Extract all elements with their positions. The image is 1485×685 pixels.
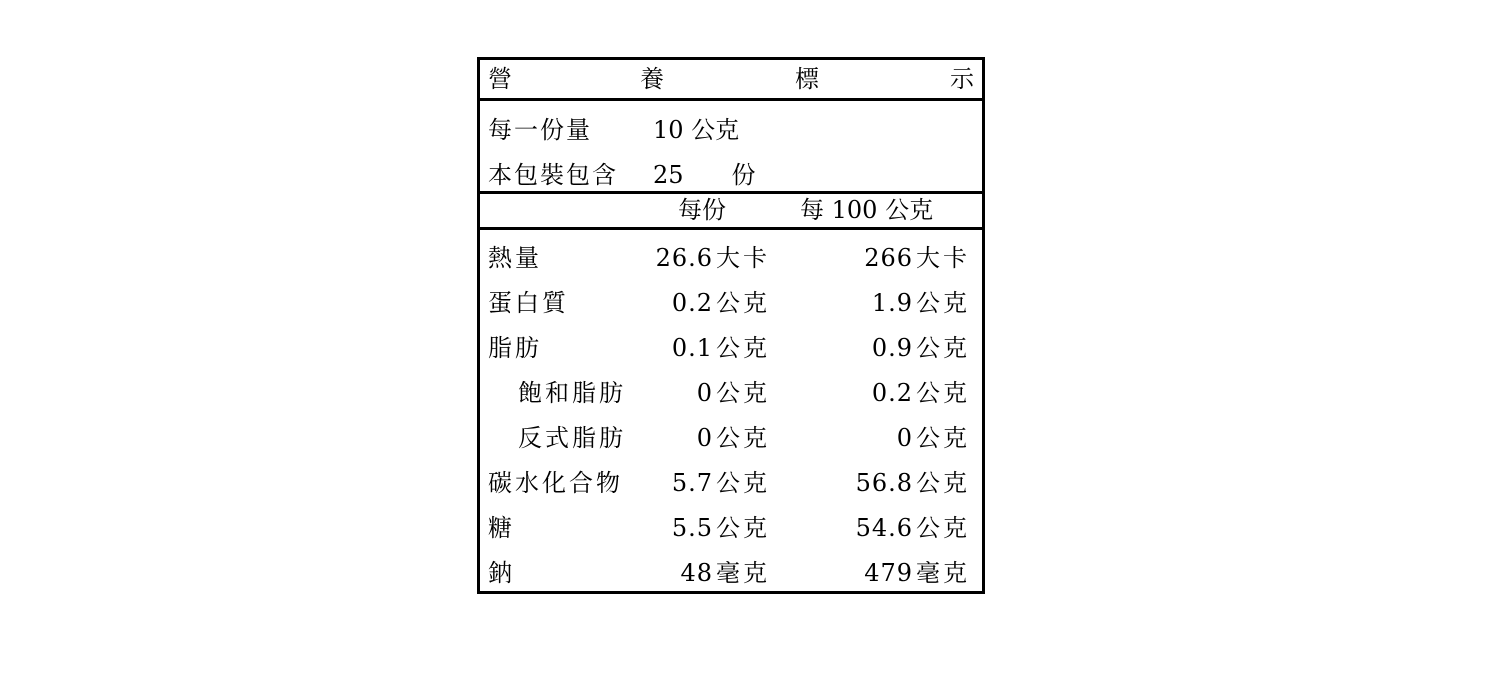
per-serving-unit: 公克 [716,424,770,452]
per-serving-amount: 0.2 [671,289,713,317]
per-serving-value [672,333,770,363]
serving-count-row [488,160,756,190]
per-serving-value [680,558,770,588]
per-serving-amount: 26.6 [655,244,713,272]
per-serving-unit: 公克 [716,334,770,362]
per-100g-unit: 公克 [916,424,970,452]
per-100g-value [872,333,970,363]
per-serving-value [656,243,770,273]
per-serving-unit: 毫克 [716,559,770,587]
per-serving-value [672,513,770,543]
nutrient-row [480,282,982,327]
nutrient-row [480,417,982,462]
per-serving-amount: 5.7 [671,469,713,497]
serving-count-unit: 份 [731,161,756,189]
per-serving-amount: 0.1 [671,334,713,362]
per-serving-unit: 公克 [716,289,770,317]
per-serving-unit: 公克 [716,469,770,497]
per-serving-value [697,378,770,408]
nutrient-name: 熱量 [488,244,542,272]
serving-size-row [488,115,739,145]
per-serving-amount: 0 [696,424,713,452]
per-100g-unit: 毫克 [916,559,970,587]
nutrient-row [480,507,982,552]
per-100g-amount: 54.6 [855,514,913,542]
nutrient-name: 飽和脂肪 [518,379,626,407]
per-100g-unit: 大卡 [916,244,970,272]
per-100g-value [864,243,970,273]
per-serving-value [697,423,770,453]
column-header-per-100g: 每 100 公克 [800,196,934,224]
title-char-2: 養 [640,65,664,93]
divider-serving [480,191,982,194]
per-100g-amount: 0.9 [871,334,913,362]
per-100g-unit: 公克 [916,334,970,362]
per-serving-amount: 0 [696,379,713,407]
nutrition-label [477,57,985,594]
nutrient-row [480,462,982,507]
per-serving-unit: 大卡 [716,244,770,272]
per-100g-value [872,378,970,408]
serving-count-label: 本包裝包含 [488,161,618,189]
per-100g-value [897,423,970,453]
per-serving-value [672,288,770,318]
per-serving-value [672,468,770,498]
per-100g-value [864,558,970,588]
per-100g-value [856,513,970,543]
per-100g-amount: 1.9 [871,289,913,317]
nutrient-row [480,372,982,417]
title-char-4: 示 [950,65,974,93]
divider-title [480,98,982,101]
per-serving-unit: 公克 [716,379,770,407]
nutrient-name: 鈉 [488,559,515,587]
per-100g-unit: 公克 [916,469,970,497]
per-100g-amount: 0.2 [871,379,913,407]
serving-count-value: 25 [653,161,684,189]
per-100g-value [856,468,970,498]
column-header-per-serving: 每份 [678,196,726,224]
per-serving-unit: 公克 [716,514,770,542]
per-serving-amount: 5.5 [671,514,713,542]
per-100g-value [872,288,970,318]
nutrient-name: 蛋白質 [488,289,569,317]
nutrient-row [480,237,982,282]
nutrient-name: 反式脂肪 [518,424,626,452]
per-100g-unit: 公克 [916,379,970,407]
per-100g-unit: 公克 [916,289,970,317]
per-100g-amount: 266 [864,244,913,272]
title-char-3: 標 [795,65,819,93]
per-100g-unit: 公克 [916,514,970,542]
nutrient-name: 脂肪 [488,334,542,362]
per-100g-amount: 56.8 [855,469,913,497]
nutrition-title [480,60,982,98]
nutrient-row [480,327,982,372]
serving-size-label: 每一份量 [488,116,592,144]
per-serving-amount: 48 [680,559,713,587]
nutrient-name: 糖 [488,514,515,542]
title-char-1: 營 [488,65,512,93]
divider-columns [480,227,982,230]
per-100g-amount: 0 [896,424,913,452]
nutrient-row [480,552,982,597]
per-100g-amount: 479 [864,559,913,587]
nutrient-name: 碳水化合物 [488,469,623,497]
serving-size-value: 10 公克 [653,116,740,144]
